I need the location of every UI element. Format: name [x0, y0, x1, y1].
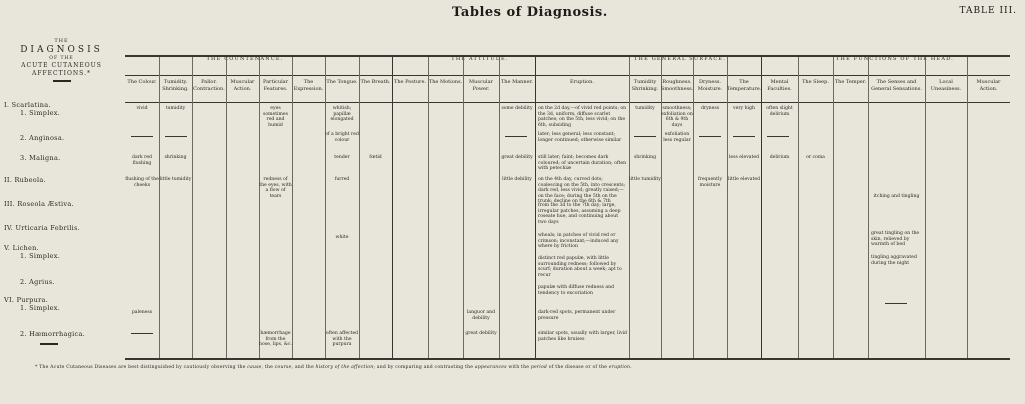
sidebar [0, 38, 123, 368]
disease-roseola: III. Roseola Æstiva. [4, 200, 74, 208]
cell-eruption: papulæ with diffuse redness and tendency to excoriation [538, 285, 615, 296]
cell-eruption: from the 3d to the 7th day; large, irregular patches, assuming a deep roseate hue, and continuing about two days [538, 203, 621, 225]
col-line [967, 57, 968, 358]
disease-purpura: VI. Purpura. [4, 296, 49, 304]
cell-tumidity: little tumidity [159, 177, 192, 182]
sidebar-heading [0, 38, 123, 82]
cell-moisture: frequently moisture [697, 177, 723, 188]
dash [733, 136, 755, 137]
cell-senses: tingling aggravated during the night [871, 255, 917, 266]
footnote-text: . [630, 365, 632, 370]
divider [53, 80, 71, 82]
disease-urticaria: IV. Urticaria Febrilis. [4, 224, 80, 232]
group-functions: THE FUNCTIONS OF THE HEAD. [836, 56, 954, 62]
disease-scarlatina-maligna: 3. Maligna. [20, 154, 61, 162]
column-header: Dryness. Moisture. [697, 79, 723, 92]
cell-eruption: still later; faint; becomes dark coloured; of uncertain duration; often with petechiæ [538, 155, 627, 172]
column-header: Eruption. [570, 79, 594, 85]
disease-purpura-haemorrhagica: 2. Hæmorrhagica. [20, 330, 86, 338]
dash [165, 136, 187, 137]
dash [634, 136, 656, 137]
cell-temperature: less elevated [728, 155, 760, 160]
cell-temperature: little elevated [727, 177, 761, 182]
cell-power: great debility [465, 331, 497, 336]
sidebar-subtitle: ACUTE CUTANEOUS [21, 62, 102, 69]
column-header: The Temperature. [727, 79, 762, 92]
group-attitude: THE ATTITUDE. [451, 56, 509, 62]
col-line [499, 57, 500, 358]
column-header: The Temper. [834, 79, 867, 85]
footnote-italic: period [530, 365, 548, 370]
col-line [761, 57, 762, 358]
cell-mental: delirium [769, 155, 790, 160]
footnote-text: with the [508, 365, 530, 370]
dash [885, 303, 907, 304]
footnote-italic: cause [247, 365, 262, 370]
cell-power: languor and debility [466, 310, 496, 321]
column-header: The Sleep. [802, 79, 829, 85]
disease-purpura-simplex: 1. Simplex. [20, 304, 61, 312]
column-header: The Colour. [127, 79, 157, 85]
cell-features: eyes sometimes red and humid [263, 106, 288, 128]
diagnosis-table [125, 55, 1010, 360]
footnote-italic: history of the affection [315, 365, 374, 370]
page-title: Tables of Diagnosis. [452, 5, 608, 20]
disease-rubeola: II. Rubeola. [4, 176, 46, 184]
dash [767, 136, 789, 137]
column-header: Muscular Action. [976, 79, 1001, 92]
cell-sleep: or coma [806, 155, 825, 160]
col-line [535, 57, 536, 358]
cell-colour: vivid [136, 106, 148, 111]
footnote-italic: appearances [474, 365, 507, 370]
footnote-italic: course [274, 365, 292, 370]
sidebar-of-the: OF THE [49, 56, 74, 61]
cell-eruption: later; less general; less constant; longer continued; otherwise similar [538, 132, 622, 143]
cell-power: great debility [501, 155, 533, 160]
column-header: Muscular Action. [230, 79, 255, 92]
column-header: Roughness. Smoothness. [661, 79, 694, 92]
dash [505, 136, 527, 137]
col-line [428, 57, 429, 358]
cell-colour: dark red flushing [132, 155, 152, 166]
col-line [925, 57, 926, 358]
cell-eruption: on the 4th day, curved dots; coalescing on the 5th, into crescents; dark red, less vivid; greatly raised;—on the face; during the 5th on the trunk; decline on the 6th & 7th [538, 177, 626, 205]
cell-features: redness of the eyes, with a flow of tears [259, 177, 292, 199]
dash [699, 136, 721, 137]
column-header: Tumidity. Shrinking. [162, 79, 189, 92]
sidebar-subtitle-2: AFFECTIONS.* [32, 70, 91, 77]
disease-scarlatina-simplex: 1. Simplex. [20, 109, 61, 117]
disease-scarlatina-anginosa: 2. Anginosa. [20, 134, 65, 142]
col-line [392, 57, 393, 358]
cell-power: little debility [502, 177, 532, 182]
footnote-italic: eruption [608, 365, 631, 370]
cell-dryness: dryness [700, 106, 720, 111]
col-line [833, 57, 834, 358]
cell-smoothness: smoothness; exfoliation on 6th & 9th days [661, 106, 693, 128]
rule [125, 102, 1010, 103]
column-header: The Tongue. [326, 79, 358, 85]
cell-mental: often slight delirium [766, 106, 793, 117]
cell-features: hæmorrhage from the nose, lips, &c. [259, 331, 292, 348]
column-header: The Posture. [393, 79, 426, 85]
cell-eruption: on the 2d day,—of vivid red points; on the 3d, uniform, diffuse scarlet patches; on the 5th, less vivid; on the 6th, subsiding [538, 106, 627, 128]
cell-tongue: often affected with the purpura [325, 331, 359, 348]
cell-tongue: of a bright red colour [325, 132, 359, 143]
cell-tongue: white [335, 235, 349, 240]
footnote-text: , and the [291, 365, 314, 370]
col-line [868, 57, 869, 358]
col-line [693, 57, 694, 358]
cell-tongue: furred [334, 177, 350, 182]
cell-tongue: whitish; papillæ elongated [330, 106, 354, 123]
cell-eruption: wheals; in patches of vivid red or crimson; inconstant;—induced any where by friction [538, 233, 619, 250]
col-line [192, 57, 193, 358]
cell-senses: itching and tingling [873, 194, 920, 199]
divider [40, 343, 58, 345]
sidebar-the: THE [54, 38, 69, 44]
cell-tumidity: tumidity [165, 106, 186, 111]
col-line [359, 57, 360, 358]
column-header: Particular Features. [262, 79, 289, 92]
column-header: The Breath. [360, 79, 391, 85]
cell-eruption: distinct red papulæ, with little surrounding redness; followed by scurf; duration about a week; apt to recur [538, 256, 622, 278]
column-header: Muscular Power. [469, 79, 493, 92]
col-line [292, 57, 293, 358]
column-header: Local Uneasiness. [930, 79, 962, 92]
col-line [259, 57, 260, 358]
col-line [661, 57, 662, 358]
cell-eruption: dark-red spots, permanent under pressure [538, 310, 616, 321]
cell-colour: paleness [131, 310, 153, 315]
column-header: The Expression. [293, 79, 324, 92]
footnote-text: ; and by comparing and contrasting the [373, 365, 474, 370]
table-number: TABLE III. [959, 6, 1017, 16]
column-header: Tumidity Shrinking. [631, 79, 659, 92]
group-surface: THE GENERAL SURFACE. [633, 56, 726, 62]
cell-surface-tumidity: little tumidity [629, 177, 661, 182]
disease-lichen-simplex: 1. Simplex. [20, 252, 61, 260]
col-line [159, 57, 160, 358]
column-header: The Senses and General Sensations. [871, 79, 922, 92]
dash [131, 333, 153, 334]
footnote-lead: * The Acute Cutaneous Diseases are best distinguished by cautiously observing the [35, 365, 246, 370]
cell-shrinking: shrinking [164, 155, 187, 160]
cell-surface-tumidity: tumidity [635, 106, 655, 111]
footnote-text: of the disease or of the [548, 365, 608, 370]
col-line [226, 57, 227, 358]
disease-scarlatina: I. Scarlatina. [4, 101, 51, 109]
cell-temperature: very high [733, 106, 755, 111]
cell-eruption: similar spots, usually with larger, livid patches like bruises [538, 331, 627, 342]
col-line [727, 57, 728, 358]
cell-power: some debility [501, 106, 533, 111]
col-line [798, 57, 799, 358]
col-line [325, 57, 326, 358]
column-header: Pallor. Contraction. [193, 79, 225, 92]
disease-lichen-agrius: 2. Agrius. [20, 278, 55, 286]
disease-lichen: V. Lichen. [4, 244, 40, 252]
column-header: The Motions. [428, 79, 463, 85]
cell-breath: fœtid [369, 155, 382, 160]
column-header: Mental Faculties. [767, 79, 792, 92]
cell-tongue: tender [334, 155, 350, 160]
cell-senses: great tingling on the skin, relieved by warmth of bed [871, 231, 920, 248]
dash [131, 136, 153, 137]
col-line [629, 57, 630, 358]
cell-surface-shrinking: shrinking [633, 155, 657, 160]
footnote [35, 365, 632, 370]
cell-exfoliation: exfoliation less regular [663, 132, 691, 143]
sidebar-title: DIAGNOSIS [20, 45, 103, 55]
footnote-text: , the [261, 365, 274, 370]
cell-colour: flushing of the cheeks [125, 177, 159, 188]
group-countenance: THE COUNTENANCE. [206, 56, 284, 62]
column-header: The Manner. [500, 79, 534, 85]
